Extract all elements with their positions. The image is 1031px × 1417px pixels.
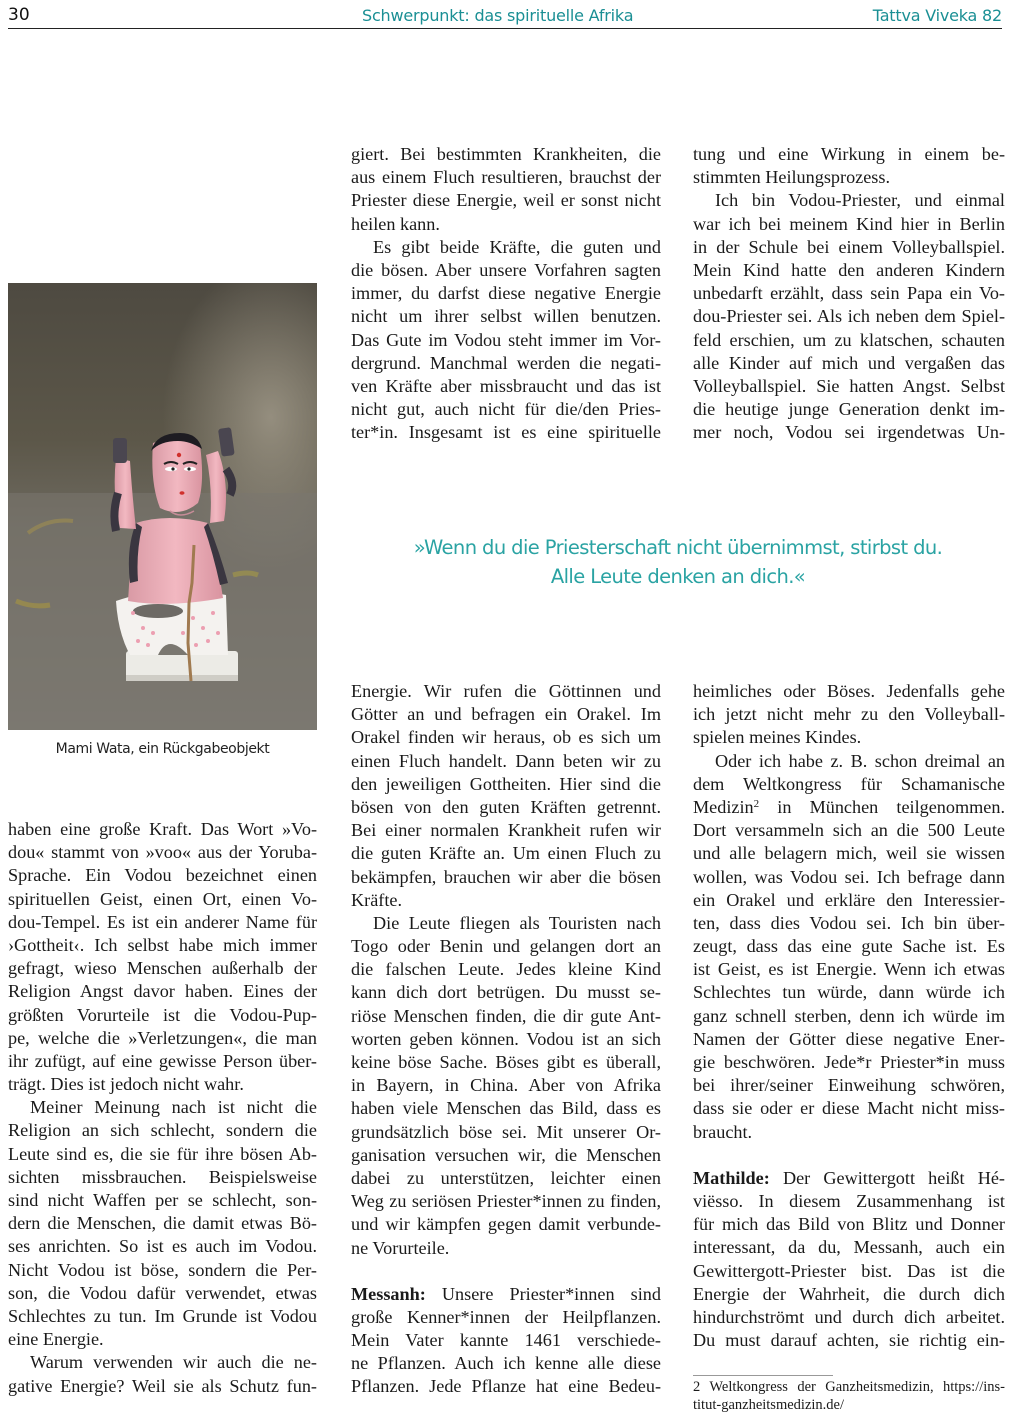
pull-quote-line: »Wenn du die Priesterschaft nicht übernimmst, stirbst du.	[413, 536, 943, 559]
text-line: stimmten Heilungsprozess.	[693, 167, 891, 188]
text-line: große Kenner*innen der Heilpflanzen.	[351, 1306, 661, 1327]
text-segment: in München teilgenommen.	[777, 796, 1006, 817]
text-line: Priester diese Energie, weil er sonst nicht	[351, 190, 661, 211]
text-segment: Unsere Priester*innen sind	[425, 1283, 661, 1304]
text-segment: Der Gewittergott heißt Hé-	[769, 1167, 1005, 1188]
page-number: 30	[8, 5, 30, 25]
text-line: Ich bin Vodou-Priester, und einmal	[715, 190, 1005, 211]
text-line: Oder ich habe z. B. schon dreimal an	[715, 750, 1005, 771]
text-line: Dort versammeln sich an die 500 Leute	[693, 820, 1005, 841]
text-line: Warum verwenden wir auch die ne-	[30, 1352, 317, 1373]
text-line: Du must darauf achten, sie richtig ein-	[693, 1330, 1005, 1351]
text-line: Sprache. Ein Vodou bezeichnet einen	[8, 865, 317, 886]
text-line: ne Vorurteile.	[351, 1237, 450, 1258]
text-line: trägt. Dies ist jedoch nicht wahr.	[8, 1074, 244, 1095]
text-line: Es gibt beide Kräfte, die guten und	[373, 236, 661, 257]
magazine-issue: Tattva Viveka 82	[872, 6, 1002, 25]
text-line: ten, dass dies Vodou sei. Ich bin über-	[693, 912, 1005, 933]
column-middle-top	[351, 143, 661, 444]
text-line: eine Energie.	[8, 1329, 104, 1350]
text-line: hindurchströmt und durch dich arbeitet.	[693, 1306, 1005, 1327]
text-line: Gewittergott-Priester bist. Das ist die	[693, 1260, 1005, 1281]
text-line: ses anrichten. So ist es auch im Vodou.	[8, 1236, 317, 1257]
text-line: Nicht Vodou ist böse, sondern die Per-	[8, 1259, 317, 1280]
text-line: Das Gute im Vodou steht immer im Vor-	[351, 329, 661, 350]
text-line: Schlechtes tun würde, dann würde ich	[693, 982, 1005, 1003]
speaker-line	[693, 1167, 1005, 1190]
text-line: tung und eine Wirkung in einem be-	[693, 144, 1005, 164]
text-line: unbedarft erzählt, dass sein Papa ein Vo-	[693, 283, 1005, 304]
text-line: Schlechtes zu tun. Im Grunde ist Vodou	[8, 1305, 317, 1326]
text-line: Mein Kind hatte den anderen Kindern	[693, 259, 1005, 280]
section-title: Schwerpunkt: das spirituelle Afrika	[362, 6, 634, 25]
text-line: gefragt, wieso Menschen außerhalb der	[8, 958, 317, 979]
text-line: braucht.	[693, 1121, 753, 1142]
text-line: in der Schule bei einem Volleyballspiel.	[693, 236, 1005, 257]
text-line: worten geben können. Vodou ist an sich	[351, 1028, 661, 1049]
text-line: den jeweiligen Gottheiten. Hier sind die	[351, 773, 661, 794]
text-line: für mich das Bild von Blitz und Donner	[693, 1214, 1005, 1235]
text-line	[693, 796, 1005, 819]
text-line: haben viele Menschen das Bild, dass es	[351, 1098, 661, 1119]
text-segment: Medizin	[693, 796, 754, 817]
text-line: Religion Angst davor haben. Eines der	[8, 981, 317, 1002]
figure-photo	[8, 283, 317, 730]
text-line: ven Kräfte aber missbraucht und das ist	[351, 375, 661, 396]
speaker-name: Messanh:	[351, 1283, 426, 1304]
text-line: mer noch, Vodou sei irgendetwas Un-	[693, 422, 1005, 443]
text-line: ne Pflanzen. Auch ich kenne alle diese	[351, 1353, 661, 1374]
text-line: Namen der Götter diese negative Ener-	[693, 1028, 1005, 1049]
text-line: die bösen. Aber unsere Vorfahren sagten	[351, 259, 661, 280]
text-line: gative Energie? Weil sie als Schutz fun-	[8, 1375, 317, 1396]
text-line: Energie. Wir rufen die Göttinnen und	[351, 681, 661, 701]
text-line: war ich bei meinem Kind hier in Berlin	[693, 213, 1005, 234]
text-line: die heutige junge Generation denkt im-	[693, 399, 1005, 420]
text-line: Die Leute fliegen als Touristen nach	[373, 912, 661, 933]
text-line: feld erschien, um zu klatschen, schauten	[693, 329, 1005, 350]
text-line: Meiner Meinung nach ist nicht die	[30, 1097, 317, 1118]
text-line: zeugt, dass das eine gute Sache ist. Es	[693, 936, 1005, 957]
text-line: ter*in. Insgesamt ist es eine spirituelle	[351, 422, 661, 443]
speaker-line	[351, 1283, 661, 1306]
text-line: Energie der Wahrheit, die durch dich	[693, 1283, 1005, 1304]
text-line: heilen kann.	[351, 213, 440, 234]
mami-wata-figure-image	[8, 283, 317, 730]
text-line: sind nicht Waffen per se schlecht, son-	[8, 1190, 317, 1210]
text-line: son, die Vodou dafür verwendet, etwas	[8, 1282, 317, 1303]
text-line: immer, du darfst diese negative Energie	[351, 283, 661, 304]
text-line: sichten missbrauchen. Beispielsweise	[8, 1166, 317, 1187]
text-line: ganz schnell sterben, denn ich würde im	[693, 1005, 1005, 1026]
text-line: pe, welche die »Verletzungen«, die man	[8, 1027, 317, 1048]
text-line: bösen von den guten Kräften getrennt.	[351, 796, 661, 817]
text-line: giert. Bei bestimmten Krankheiten, die	[351, 144, 661, 164]
text-line: aus einem Fluch resultieren, brauchst der	[351, 167, 661, 188]
text-line: ›Gottheit‹. Ich selbst habe mich immer	[8, 934, 317, 955]
column-right-top	[693, 143, 1005, 444]
text-line: Weg zu seriösen Priester*innen zu finden,	[351, 1191, 661, 1212]
text-line: Leute sind es, die sie für ihre bösen Ab-	[8, 1143, 317, 1164]
footnote-reference[interactable]: 2	[753, 797, 760, 810]
text-line: in Bayern, in China. Aber von Afrika	[351, 1075, 661, 1096]
text-line: heimliches oder Böses. Jedenfalls gehe	[693, 681, 1005, 701]
column-middle-bottom	[351, 680, 661, 1399]
text-line: gie beschwören. Jede*r Priester*in muss	[693, 1052, 1005, 1072]
column-left-bottom	[8, 818, 317, 1398]
text-line: Pflanzen. Jede Pflanze hat eine Bedeu-	[351, 1376, 661, 1397]
figure-caption: Mami Wata, ein Rückgabeobjekt	[55, 741, 270, 757]
text-line: dergrund. Manchmal werden die negati-	[351, 352, 661, 373]
text-line: viësso. In diesem Zusammenhang ist	[693, 1190, 1005, 1211]
text-line: Orakel finden wir heraus, ob es sich um	[351, 727, 661, 748]
text-line: ein Orakel und erkläre den Interessier-	[693, 889, 1005, 910]
running-header	[8, 0, 1002, 29]
text-line: Togo oder Benin und gelangen dort an	[351, 936, 661, 957]
text-line: wollen, was Vodou sei. Ich befrage dann	[693, 866, 1005, 887]
column-right-bottom	[693, 680, 1005, 1352]
pull-quote-line: Alle Leute denken an dich.«	[550, 565, 806, 588]
text-line: dern die Menschen, die damit etwas Bö-	[8, 1213, 317, 1234]
text-line: Religion an sich schlecht, sondern die	[8, 1120, 317, 1141]
footnote-line: 2 Weltkongress der Ganzheitsmedizin, https://ins-	[693, 1379, 1005, 1395]
text-line: Volleyballspiel. Sie hatten Angst. Selbst	[693, 375, 1005, 396]
footnote-line: titut-ganzheitsmedizin.de/	[693, 1396, 844, 1413]
text-line: ist Geist, es ist Energie. Wenn ich etwas	[693, 959, 1005, 980]
text-line: ihr zufügt, auf eine gewisse Person über-	[8, 1050, 317, 1071]
text-line: bekämpfen, brauchen wir aber die bösen	[351, 866, 661, 887]
text-line: die falschen Leute. Jedes kleine Kind	[351, 959, 661, 980]
text-line: keine böse Sache. Böses gibt es überall,	[351, 1052, 661, 1072]
text-line: spirituellen Geist, einen Ort, einen Vo-	[8, 888, 317, 909]
text-line: ich jetzt nicht mehr zu den Volleyball-	[693, 704, 1005, 725]
text-line: Götter an und befragen ein Orakel. Im	[351, 704, 661, 725]
text-line: riöse Menschen finden, die dir gute Ant-	[351, 1005, 661, 1026]
text-line: Kräfte.	[351, 889, 402, 910]
text-line: dou« stammt von »voo« aus der Yoruba-	[8, 842, 317, 863]
text-line: und alle belagern mich, weil sie wissen	[693, 843, 1005, 864]
text-line: haben eine große Kraft. Das Wort »Vo-	[8, 819, 317, 839]
text-line: nicht gut, auch nicht für die/den Pries-	[351, 399, 661, 420]
text-line: kann dich dort betrügen. Du musst se-	[351, 982, 661, 1003]
footnote	[693, 1379, 1005, 1414]
text-line: und wir kämpfen gegen damit verbunde-	[351, 1214, 661, 1235]
text-line: alle Kinder auf mich und vergaßen das	[693, 352, 1005, 373]
text-line: einen Fluch handelt. Dann beten wir zu	[351, 750, 661, 771]
speaker-name: Mathilde:	[693, 1167, 770, 1188]
pull-quote	[350, 533, 1006, 591]
text-line: interessant, da du, Messanh, auch ein	[693, 1237, 1005, 1258]
text-line: nicht um ihrer selbst willen benutzen.	[351, 306, 661, 327]
footnote-divider	[693, 1375, 833, 1376]
text-line: dass sie oder er diese Macht nicht miss-	[693, 1098, 1005, 1119]
text-line: grundsätzlich böse sei. Mit unserer Or-	[351, 1121, 661, 1142]
text-line: bei ihrer/seiner Einweihung schwören,	[693, 1075, 1005, 1096]
text-line: dem Weltkongress für Schamanische	[693, 773, 1005, 794]
text-line: ganisation versuchen wir, die Menschen	[351, 1144, 661, 1165]
text-line: Bei einer normalen Krankheit rufen wir	[351, 820, 661, 841]
text-line: dabei zu unterstützen, leichter einen	[351, 1167, 661, 1188]
text-line: die guten Kräfte an. Um einen Fluch zu	[351, 843, 661, 864]
text-line: dou-Priester sei. Als ich neben dem Spiel-	[693, 306, 1005, 327]
text-line: größten Vorurteile ist die Vodou-Pup-	[8, 1004, 317, 1025]
text-line: spielen meines Kindes.	[693, 727, 862, 748]
text-line: Mein Vater kannte 1461 verschiede-	[351, 1330, 661, 1351]
text-line: dou-Tempel. Es ist ein anderer Name für	[8, 911, 317, 932]
